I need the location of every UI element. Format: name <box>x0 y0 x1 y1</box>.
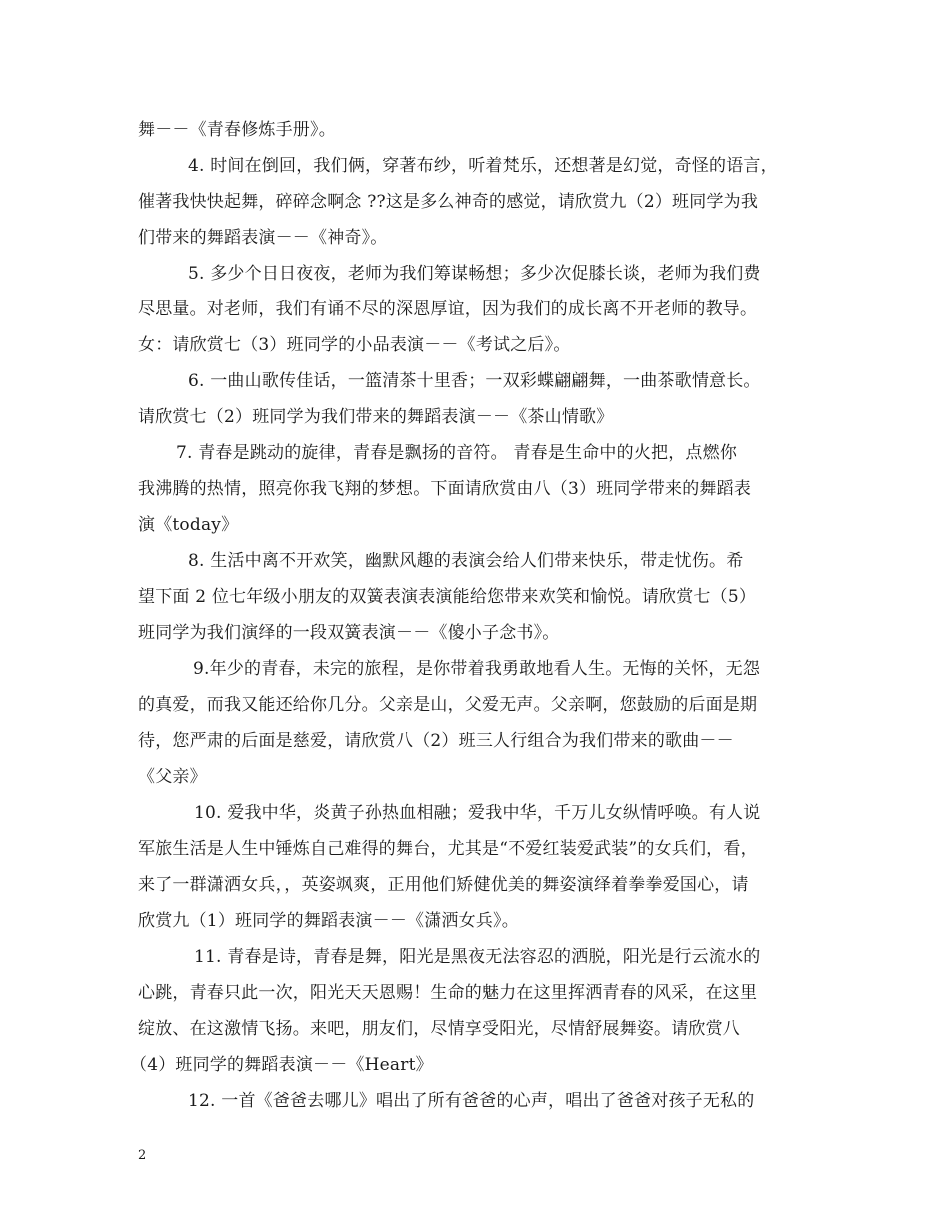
text-line: （4）班同学的舞蹈表演－－《Heart》 <box>130 1055 433 1075</box>
text-line: 4. 时间在倒回，我们俩，穿著布纱，听着梵乐，还想著是幻觉，奇怪的语言， <box>188 156 778 176</box>
text-line: 请欣赏七（2）班同学为我们带来的舞蹈表演－－《茶山情歌》 <box>138 407 614 427</box>
text-line: 演《today》 <box>138 515 239 535</box>
text-line: 舞－－《青春修炼手册》。 <box>138 120 336 140</box>
text-line: 的真爱，而我又能还给你几分。父亲是山，父爱无声。父亲啊，您鼓励的后面是期 <box>138 695 758 715</box>
text-line: 女：请欣赏七（3）班同学的小品表演－－《考试之后》。 <box>138 335 571 355</box>
text-line: 11. 青春是诗，青春是舞，阳光是黑夜无法容忍的洒脱，阳光是行云流水的 <box>194 947 761 967</box>
text-line: 们带来的舞蹈表演－－《神奇》。 <box>138 228 388 248</box>
page-number: 2 <box>138 1148 147 1163</box>
text-line: 7. 青春是跳动的旋律，青春是飘扬的音符。 青春是生命中的火把，点燃你 <box>176 443 738 463</box>
text-line: 10. 爱我中华，炎黄子孙热血相融；爱我中华，千万儿女纵情呼唤。有人说 <box>194 803 761 823</box>
text-line: 9.年少的青春，未完的旅程，是你带着我勇敢地看人生。无悔的关怀，无怨 <box>193 659 761 679</box>
text-line: 待，您严肃的后面是慈爱，请欣赏八（2）班三人行组合为我们带来的歌曲－－ <box>138 731 734 751</box>
text-line: 军旅生活是人生中锤炼自己难得的舞台，尤其是“不爱红装爱武装”的女兵们，看， <box>138 839 758 859</box>
text-line: 我沸腾的热情，照亮你我飞翔的梦想。下面请欣赏由八（3）班同学带来的舞蹈表 <box>138 479 752 499</box>
text-line: 5. 多少个日日夜夜，老师为我们筹谋畅想；多少次促膝长谈，老师为我们费 <box>188 264 761 284</box>
text-line: 催著我快快起舞，碎碎念啊念 ??这是多么神奇的感觉，请欣赏九（2）班同学为我 <box>138 192 759 212</box>
text-line: 望下面 2 位七年级小朋友的双簧表演表演能给您带来欢笑和愉悦。请欣赏七（5） <box>138 587 757 607</box>
text-line: 班同学为我们演绎的一段双簧表演－－《傻小子念书》。 <box>138 623 560 643</box>
text-line: 欣赏九（1）班同学的舞蹈表演－－《潇洒女兵》。 <box>138 911 519 931</box>
text-line: 尽思量。对老师，我们有诵不尽的深恩厚谊，因为我们的成长离不开老师的教导。 <box>138 299 758 319</box>
text-line: 8. 生活中离不开欢笑，幽默风趣的表演会给人们带来快乐，带走忧伤。希 <box>188 551 744 571</box>
text-line: 12. 一首《爸爸去哪儿》唱出了所有爸爸的心声，唱出了爸爸对孩子无私的 <box>188 1091 755 1111</box>
text-line: 绽放、在这激情飞扬。来吧，朋友们，尽情享受阳光，尽情舒展舞姿。请欣赏八 <box>138 1019 740 1039</box>
text-line: 来了一群潇洒女兵，，英姿飒爽，正用他们矫健优美的舞姿演绎着拳拳爱国心，请 <box>138 875 749 895</box>
text-line: 心跳，青春只此一次，阳光天天恩赐！生命的魅力在这里挥洒青春的风采，在这里 <box>138 983 758 1003</box>
text-line: 《父亲》 <box>138 767 207 787</box>
text-line: 6. 一曲山歌传佳话，一篮清茶十里香；一双彩蝶翩翩舞，一曲茶歌情意长。 <box>188 371 761 391</box>
